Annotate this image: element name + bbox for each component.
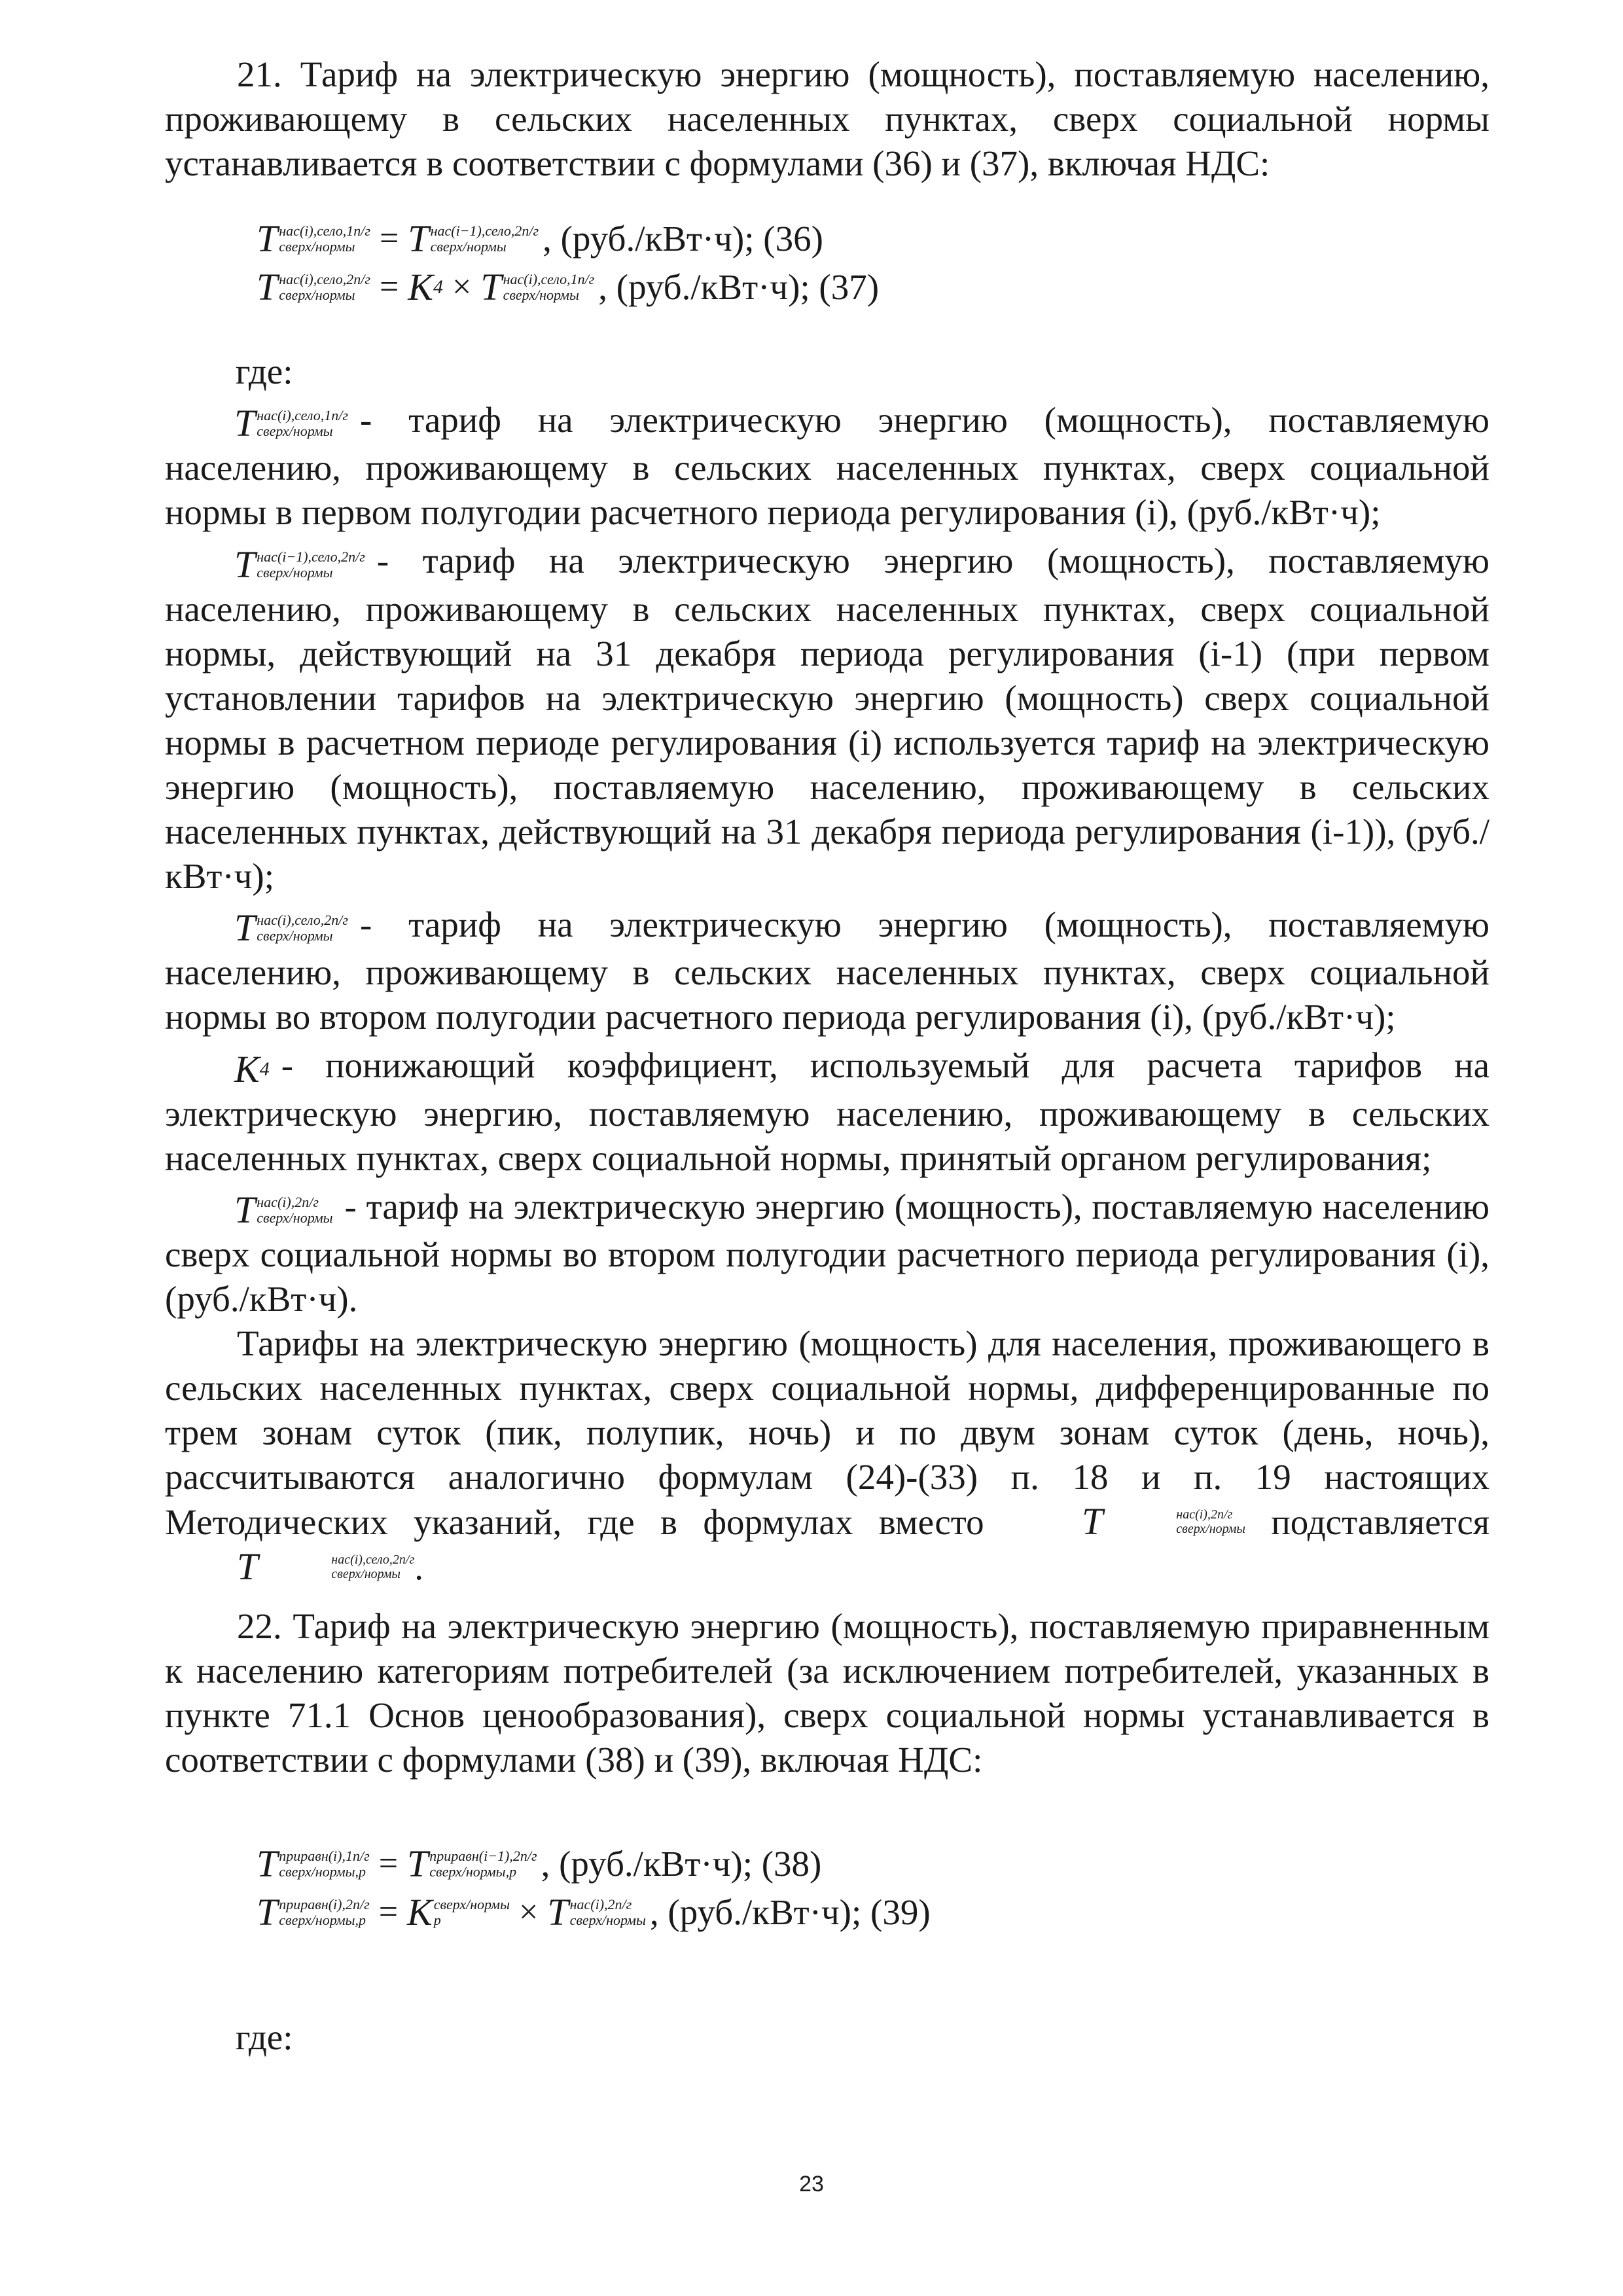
tariff-symbol: T нас(i−1),село,2п/г сверх/нормы [234, 543, 365, 586]
tariff-symbol: T нас(i−1),село,2п/г сверх/нормы [408, 217, 539, 260]
definition-t-prev-period: T нас(i−1),село,2п/г сверх/нормы - тариф на электрическую энергию (мощность), поставляемую населению, проживающему в сельских населенных пунктах, сверх социальной нормы, действующий на 31 декабря периода регулирования (i-1) (при первом установлении тарифов на электрическую энергию (мощность) сверх социальной нормы в расчетном периоде регулирования (i) используется тариф на электрическую энергию (мощность), поставляемую населению, проживающему в сельских населенных пунктах, действующий на 31 декабря периода регулирования (i-1)), (руб./кВт·ч); [165, 541, 1489, 896]
coefficient-k4: K 4 [408, 266, 443, 308]
tariff-symbol: T нас(i),село,2п/г сверх/нормы [237, 1545, 415, 1588]
tariff-symbol: T нас(i),село,1п/г сверх/нормы [257, 217, 370, 260]
where-label: где: [236, 2017, 293, 2057]
formula-unit-39: , (руб./кВт·ч); (39) [649, 1892, 931, 1932]
paragraph-zones: Тарифы на электрическую энергию (мощность) для населения, проживающего в сельских населенных пунктах, сверх социальной нормы, дифференцированные по трем зонам суток (пик, полупик, ночь) и по двум зонам суток (день, ночь), рассчитываются аналогично формулам (24)-(33) п. 18 и п. 19 настоящих Методических указаний, где в формулах вместо T нас(i),2п/г сверх/нормы подставляется T нас(i),село,2п/г сверх/нормы . [165, 1323, 1490, 1588]
paragraph-22: 22. Тариф на электрическую энергию (мощность), поставляемую приравненным к населению категориям потребителей (за исключением потребителей, указанных в пункте 71.1 Основ ценообразования), сверх социальной нормы устанавливается в соответствии с формулами (38) и (39), включая НДС: [165, 1605, 1489, 1780]
tariff-symbol: T нас(i),2п/г сверх/нормы [547, 1890, 646, 1933]
tariff-symbol: T приравн(i−1),2п/г сверх/нормы,р [407, 1842, 537, 1885]
tariff-symbol: T нас(i),село,1п/г сверх/нормы [480, 266, 595, 308]
formula-39 [257, 1888, 1489, 1937]
tariff-symbol: T нас(i),2п/г сверх/нормы [234, 1188, 333, 1231]
times-sign: × [519, 1893, 539, 1931]
times-sign: × [452, 268, 472, 306]
page-number: 23 [799, 2172, 824, 2197]
tariff-symbol: T нас(i),село,2п/г сверх/нормы [257, 266, 370, 308]
tariff-symbol: T нас(i),село,2п/г сверх/нормы [234, 906, 348, 950]
formula-unit-37: , (руб./кВт·ч); (37) [598, 267, 880, 307]
coefficient-k4: K 4 [234, 1047, 270, 1090]
tariff-symbol: T нас(i),село,1п/г сверх/нормы [234, 402, 348, 445]
equals-sign: = [379, 220, 399, 257]
tariff-symbol: T приравн(i),1п/г сверх/нормы,р [257, 1842, 370, 1885]
formula-38 [257, 1840, 1489, 1888]
formula-block-36-37 [257, 215, 1489, 312]
formula-36 [257, 215, 1489, 263]
equals-sign: = [379, 268, 399, 306]
tariff-symbol: T нас(i),2п/г сверх/нормы [1082, 1499, 1245, 1543]
equals-sign: = [378, 1893, 399, 1931]
definition-t-population: T нас(i),2п/г сверх/нормы - тариф на электрическую энергию (мощность), поставляемую населению сверх социальной нормы во втором полугодии расчетного периода регулирования (i), (руб./кВт·ч). [165, 1186, 1489, 1319]
page-content [165, 52, 1489, 2060]
where-label: где: [236, 351, 293, 391]
equals-sign: = [378, 1844, 399, 1882]
tariff-symbol: T приравн(i),2п/г сверх/нормы,р [257, 1890, 370, 1933]
formula-unit-36: , (руб./кВт·ч); (36) [543, 219, 823, 259]
definition-t-2nd-half: T нас(i),село,2п/г сверх/нормы - тариф на электрическую энергию (мощность), поставляемую населению, проживающему в сельских населенных пунктах, сверх социальной нормы во втором полугодии расчетного периода регулирования (i), (руб./кВт·ч); [165, 904, 1489, 1037]
definition-t-1st-half: T нас(i),село,1п/г сверх/нормы - тариф на электрическую энергию (мощность), поставляемую населению, проживающему в сельских населенных пунктах, сверх социальной нормы в первом полугодии расчетного периода регулирования (i), (руб./кВт·ч); [165, 400, 1489, 533]
formula-37 [257, 263, 1489, 312]
paragraph-21: 21. Тариф на электрическую энергию (мощность), поставляемую населению, проживающему в сельских населенных пунктах, сверх социальной нормы устанавливается в соответствии с формулами (36) и (37), включая НДС: [165, 54, 1489, 183]
formula-unit-38: , (руб./кВт·ч); (38) [541, 1843, 822, 1884]
coefficient-kp: K сверх/нормы p [407, 1890, 510, 1933]
formula-block-38-39 [257, 1840, 1489, 1937]
definition-k4: K 4 - понижающий коэффициент, используемый для расчета тарифов на электрическую энергию, поставляемую населению, проживающему в сельских населенных пунктах, сверх социальной нормы, принятый органом регулирования; [165, 1045, 1489, 1178]
